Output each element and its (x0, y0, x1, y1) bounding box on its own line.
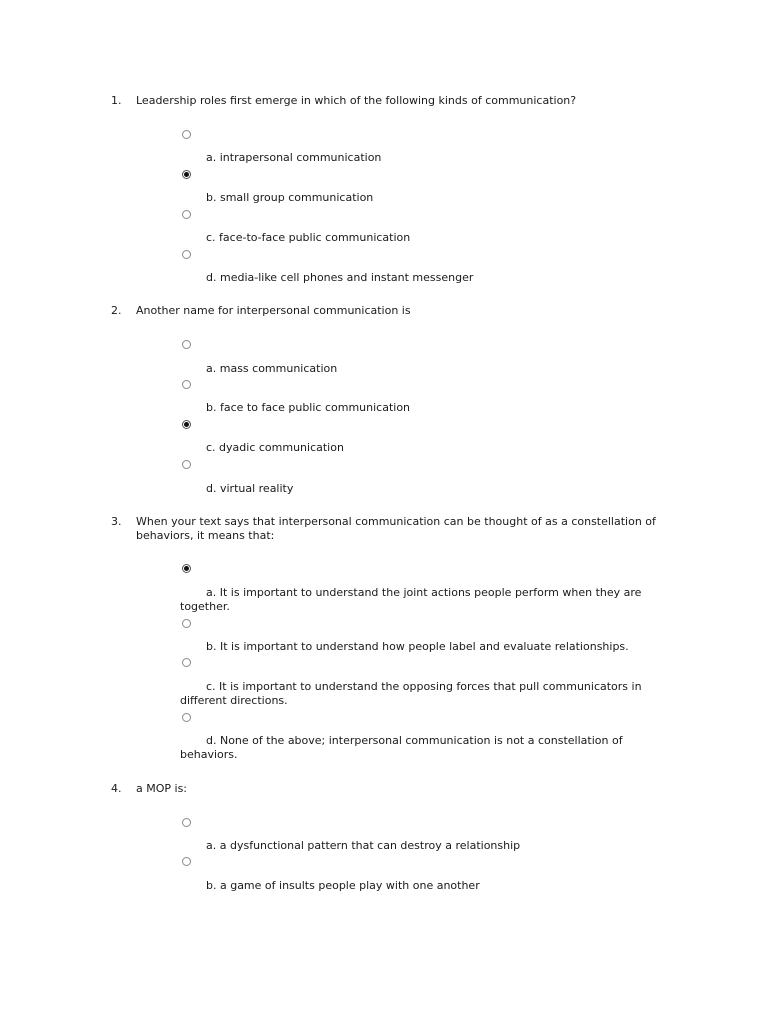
question-text: When your text says that interpersonal communication can be thought of as a constellation of behaviors, it means that: (136, 515, 656, 542)
radio-q1-d[interactable] (182, 250, 191, 259)
option-q1-c: c. face-to-face public communication (206, 231, 411, 244)
option-q4-a: a. a dysfunctional pattern that can destroy a relationship (206, 839, 521, 852)
radio-q1-c[interactable] (182, 210, 191, 219)
option-q3-a: a. It is important to understand the joint actions people perform when they are together. (180, 586, 642, 613)
question-text: Leadership roles first emerge in which of the following kinds of communication? (136, 94, 577, 107)
radio-q3-d[interactable] (182, 713, 191, 722)
question-number: 4. (111, 782, 122, 795)
question-text: a MOP is: (136, 782, 188, 795)
radio-q2-b[interactable] (182, 380, 191, 389)
radio-q3-c[interactable] (182, 658, 191, 667)
option-q2-b: b. face to face public communication (206, 401, 411, 414)
option-q2-c: c. dyadic communication (206, 441, 344, 454)
radio-q1-b[interactable] (182, 170, 191, 179)
option-q1-a: a. intrapersonal communication (206, 151, 382, 164)
radio-q4-b[interactable] (182, 857, 191, 866)
option-q2-a: a. mass communication (206, 362, 338, 375)
question-number: 3. (111, 515, 122, 528)
option-q1-b: b. small group communication (206, 191, 374, 204)
option-q3-b: b. It is important to understand how people label and evaluate relationships. (206, 640, 629, 653)
option-q3-c: c. It is important to understand the opposing forces that pull communicators in different directions. (180, 680, 642, 707)
radio-q3-a[interactable] (182, 564, 191, 573)
question-text: Another name for interpersonal communication is (136, 304, 411, 317)
question-number: 2. (111, 304, 122, 317)
radio-q1-a[interactable] (182, 130, 191, 139)
question-number: 1. (111, 94, 122, 107)
option-q4-b: b. a game of insults people play with one another (206, 879, 480, 892)
option-q2-d: d. virtual reality (206, 482, 294, 495)
radio-q4-a[interactable] (182, 818, 191, 827)
radio-q2-d[interactable] (182, 460, 191, 469)
radio-q2-c[interactable] (182, 420, 191, 429)
radio-q2-a[interactable] (182, 340, 191, 349)
option-q3-d: d. None of the above; interpersonal communication is not a constellation of behaviors. (180, 734, 623, 761)
radio-q3-b[interactable] (182, 619, 191, 628)
option-q1-d: d. media-like cell phones and instant messenger (206, 271, 474, 284)
